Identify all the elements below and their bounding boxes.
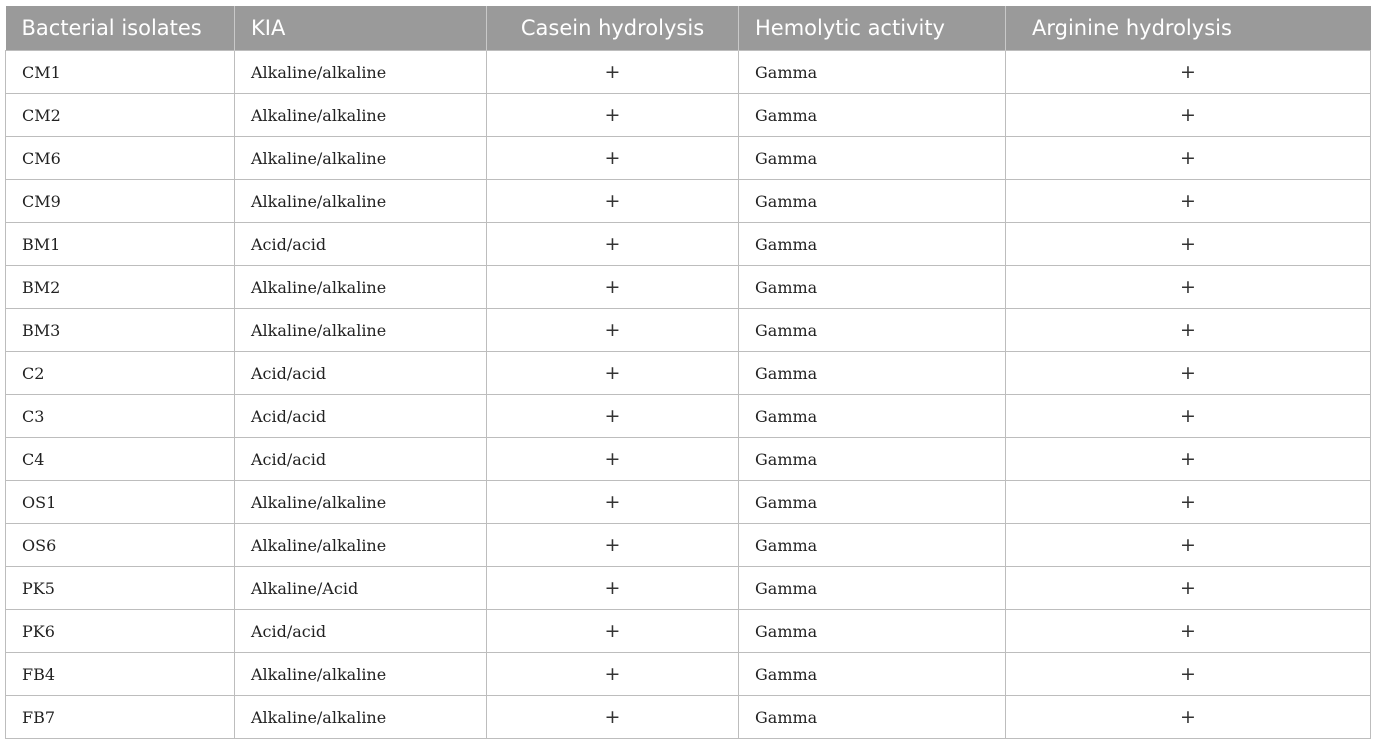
table-row bbox=[6, 567, 1371, 610]
table-row bbox=[6, 395, 1371, 438]
table-row bbox=[6, 266, 1371, 309]
isolate-cell: OS1 bbox=[6, 481, 235, 524]
arginine-cell: + bbox=[1006, 223, 1371, 266]
hemolytic-cell: Gamma bbox=[739, 395, 1006, 438]
arginine-cell: + bbox=[1006, 395, 1371, 438]
hemolytic-cell: Gamma bbox=[739, 223, 1006, 266]
hemolytic-cell: Gamma bbox=[739, 696, 1006, 739]
kia-cell: Alkaline/alkaline bbox=[235, 696, 487, 739]
hemolytic-cell: Gamma bbox=[739, 51, 1006, 94]
kia-cell: Alkaline/alkaline bbox=[235, 180, 487, 223]
isolate-cell: PK6 bbox=[6, 610, 235, 653]
hemolytic-cell: Gamma bbox=[739, 137, 1006, 180]
arginine-cell: + bbox=[1006, 137, 1371, 180]
isolates-results-table bbox=[5, 6, 1371, 739]
casein-cell: + bbox=[487, 438, 739, 481]
isolate-cell: OS6 bbox=[6, 524, 235, 567]
arginine-cell: + bbox=[1006, 180, 1371, 223]
isolate-cell: C3 bbox=[6, 395, 235, 438]
header-kia: KIA bbox=[235, 6, 487, 51]
kia-cell: Alkaline/Acid bbox=[235, 567, 487, 610]
kia-cell: Alkaline/alkaline bbox=[235, 51, 487, 94]
arginine-cell: + bbox=[1006, 352, 1371, 395]
hemolytic-cell: Gamma bbox=[739, 438, 1006, 481]
isolate-cell: CM1 bbox=[6, 51, 235, 94]
kia-cell: Alkaline/alkaline bbox=[235, 137, 487, 180]
kia-cell: Alkaline/alkaline bbox=[235, 481, 487, 524]
isolate-cell: CM9 bbox=[6, 180, 235, 223]
table-row bbox=[6, 653, 1371, 696]
isolate-cell: CM2 bbox=[6, 94, 235, 137]
kia-cell: Acid/acid bbox=[235, 395, 487, 438]
arginine-cell: + bbox=[1006, 309, 1371, 352]
casein-cell: + bbox=[487, 223, 739, 266]
isolate-cell: BM2 bbox=[6, 266, 235, 309]
hemolytic-cell: Gamma bbox=[739, 481, 1006, 524]
arginine-cell: + bbox=[1006, 51, 1371, 94]
table-row bbox=[6, 481, 1371, 524]
arginine-cell: + bbox=[1006, 438, 1371, 481]
isolate-cell: BM3 bbox=[6, 309, 235, 352]
kia-cell: Alkaline/alkaline bbox=[235, 653, 487, 696]
table-row bbox=[6, 223, 1371, 266]
kia-cell: Alkaline/alkaline bbox=[235, 94, 487, 137]
casein-cell: + bbox=[487, 395, 739, 438]
isolate-cell: PK5 bbox=[6, 567, 235, 610]
header-hemolytic-activity: Hemolytic activity bbox=[739, 6, 1006, 51]
table-row bbox=[6, 94, 1371, 137]
arginine-cell: + bbox=[1006, 524, 1371, 567]
hemolytic-cell: Gamma bbox=[739, 94, 1006, 137]
isolate-cell: BM1 bbox=[6, 223, 235, 266]
hemolytic-cell: Gamma bbox=[739, 610, 1006, 653]
arginine-cell: + bbox=[1006, 653, 1371, 696]
casein-cell: + bbox=[487, 610, 739, 653]
hemolytic-cell: Gamma bbox=[739, 653, 1006, 696]
header-casein-hydrolysis: Casein hydrolysis bbox=[487, 6, 739, 51]
table-row bbox=[6, 51, 1371, 94]
casein-cell: + bbox=[487, 94, 739, 137]
table-body bbox=[6, 51, 1371, 739]
isolate-cell: C4 bbox=[6, 438, 235, 481]
table-row bbox=[6, 696, 1371, 739]
table-row bbox=[6, 610, 1371, 653]
casein-cell: + bbox=[487, 524, 739, 567]
arginine-cell: + bbox=[1006, 610, 1371, 653]
hemolytic-cell: Gamma bbox=[739, 180, 1006, 223]
kia-cell: Acid/acid bbox=[235, 438, 487, 481]
hemolytic-cell: Gamma bbox=[739, 352, 1006, 395]
casein-cell: + bbox=[487, 51, 739, 94]
kia-cell: Acid/acid bbox=[235, 610, 487, 653]
header-row bbox=[6, 6, 1371, 51]
casein-cell: + bbox=[487, 696, 739, 739]
table-row bbox=[6, 137, 1371, 180]
kia-cell: Acid/acid bbox=[235, 352, 487, 395]
kia-cell: Alkaline/alkaline bbox=[235, 524, 487, 567]
table-row bbox=[6, 352, 1371, 395]
hemolytic-cell: Gamma bbox=[739, 309, 1006, 352]
isolate-cell: C2 bbox=[6, 352, 235, 395]
hemolytic-cell: Gamma bbox=[739, 524, 1006, 567]
casein-cell: + bbox=[487, 352, 739, 395]
table-row bbox=[6, 180, 1371, 223]
casein-cell: + bbox=[487, 481, 739, 524]
table-row bbox=[6, 524, 1371, 567]
header-bacterial-isolates: Bacterial isolates bbox=[6, 6, 235, 51]
casein-cell: + bbox=[487, 180, 739, 223]
table-header bbox=[6, 6, 1371, 51]
kia-cell: Alkaline/alkaline bbox=[235, 266, 487, 309]
hemolytic-cell: Gamma bbox=[739, 567, 1006, 610]
header-arginine-hydrolysis: Arginine hydrolysis bbox=[1006, 6, 1371, 51]
isolate-cell: FB7 bbox=[6, 696, 235, 739]
table-row bbox=[6, 309, 1371, 352]
kia-cell: Acid/acid bbox=[235, 223, 487, 266]
arginine-cell: + bbox=[1006, 567, 1371, 610]
isolate-cell: FB4 bbox=[6, 653, 235, 696]
arginine-cell: + bbox=[1006, 266, 1371, 309]
casein-cell: + bbox=[487, 137, 739, 180]
isolate-cell: CM6 bbox=[6, 137, 235, 180]
casein-cell: + bbox=[487, 567, 739, 610]
arginine-cell: + bbox=[1006, 481, 1371, 524]
kia-cell: Alkaline/alkaline bbox=[235, 309, 487, 352]
results-table-container bbox=[5, 6, 1370, 739]
casein-cell: + bbox=[487, 266, 739, 309]
arginine-cell: + bbox=[1006, 94, 1371, 137]
arginine-cell: + bbox=[1006, 696, 1371, 739]
table-row bbox=[6, 438, 1371, 481]
casein-cell: + bbox=[487, 309, 739, 352]
hemolytic-cell: Gamma bbox=[739, 266, 1006, 309]
casein-cell: + bbox=[487, 653, 739, 696]
